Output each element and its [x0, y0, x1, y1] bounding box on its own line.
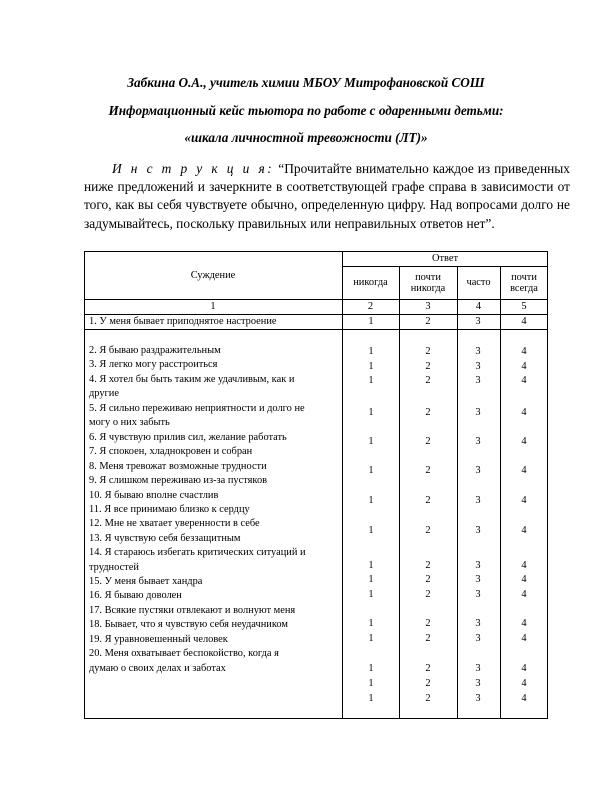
column-divider	[399, 266, 400, 719]
statement-text: 1. У меня бывает приподнятое настроение	[89, 316, 277, 327]
answer-option-value[interactable]: 1	[368, 560, 374, 571]
answer-option-value[interactable]: 4	[521, 346, 527, 357]
answer-option-value[interactable]: 1	[368, 346, 374, 357]
answer-option-value[interactable]: 4	[521, 525, 527, 536]
author-line: Забкина О.А., учитель химии МБОУ Митрофановской СОШ	[127, 75, 485, 90]
answer-option-value[interactable]: 4	[521, 560, 527, 571]
answer-option-value[interactable]: 2	[425, 361, 431, 372]
answer-option-value[interactable]: 4	[521, 407, 527, 418]
answer-option-value[interactable]: 4	[521, 495, 527, 506]
answer-option-value[interactable]: 1	[368, 574, 374, 585]
answer-option-value[interactable]: 2	[425, 618, 431, 629]
statement-text: 16. Я бываю доволен	[89, 590, 182, 601]
statement-text: 17. Всякие пустяки отвлекают и волнуют меня	[89, 605, 296, 616]
answer-option-value[interactable]: 2	[425, 465, 431, 476]
answer-option-value[interactable]: 3	[475, 346, 481, 357]
statement-text: думаю о своих делах и заботах	[89, 663, 226, 674]
statement-column-header: Суждение	[190, 269, 236, 281]
answer-option-value[interactable]: 3	[475, 436, 481, 447]
answer-option-value[interactable]: 1	[368, 407, 374, 418]
statement-text: 3. Я легко могу расстроиться	[89, 359, 218, 370]
answer-option-value[interactable]: 3	[475, 407, 481, 418]
column-number: 4	[475, 301, 482, 312]
answer-option-value[interactable]: 4	[521, 316, 527, 327]
instruction-text: “Прочитайте внимательно каждое из приведенных ниже предложений и зачеркните в соответствующей графе справа в зависимости от того, как вы себя чувствуете обычно, определенную цифру. Над вопросами долго не задумывайтесь, поскольку правильных или неправильных ответов нет”.	[84, 161, 570, 231]
statement-text: 5. Я сильно переживаю неприятности и долго не	[89, 403, 305, 414]
column-divider	[500, 266, 501, 719]
statement-text: трудностей	[89, 562, 139, 573]
statement-text: 13. Я чувствую себя беззащитным	[89, 533, 241, 544]
statement-text: 6. Я чувствую прилив сил, желание работать	[89, 432, 287, 443]
answer-option-value[interactable]: 2	[425, 346, 431, 357]
statement-text: 18. Бывает, что я чувствую себя неудачником	[89, 619, 288, 630]
answer-option-value[interactable]: 4	[521, 375, 527, 386]
answer-option-value[interactable]: 1	[368, 361, 374, 372]
column-number: 3	[425, 301, 431, 312]
answer-option-value[interactable]: 1	[368, 495, 374, 506]
statement-text: 8. Меня тревожат возможные трудности	[89, 461, 267, 472]
column-divider	[342, 251, 343, 719]
answer-option-value[interactable]: 1	[368, 375, 374, 386]
statement-text: 20. Меня охватывает беспокойство, когда я	[89, 648, 279, 659]
answer-option-value[interactable]: 3	[475, 525, 481, 536]
answer-option-value[interactable]: 2	[425, 560, 431, 571]
answer-option-header: часто	[466, 277, 491, 288]
statement-text: 19. Я уравновешенный человек	[89, 634, 228, 645]
answer-option-value[interactable]: 4	[521, 436, 527, 447]
answer-option-value[interactable]: 1	[368, 316, 374, 327]
instruction-paragraph	[84, 160, 570, 233]
statement-text: другие	[89, 388, 119, 399]
answer-option-value[interactable]: 2	[425, 316, 431, 327]
answer-option-value[interactable]: 3	[475, 495, 481, 506]
answer-option-value[interactable]: 3	[475, 316, 481, 327]
answer-column-header: Ответ	[431, 253, 459, 264]
answer-option-value[interactable]: 2	[425, 574, 431, 585]
statement-text: 10. Я бываю вполне счастлив	[89, 490, 219, 501]
answer-option-header: почти никогда	[410, 271, 446, 294]
answer-option-value[interactable]: 4	[521, 618, 527, 629]
answer-option-value[interactable]: 3	[475, 465, 481, 476]
statement-text: 15. У меня бывает хандра	[89, 576, 203, 587]
answer-option-value[interactable]: 4	[521, 633, 527, 644]
answer-option-value[interactable]: 1	[368, 525, 374, 536]
answer-option-value[interactable]: 1	[368, 589, 374, 600]
statement-text: 7. Я спокоен, хладнокровен и собран	[89, 446, 253, 457]
answer-option-value[interactable]: 3	[475, 633, 481, 644]
answer-option-value[interactable]: 3	[475, 678, 481, 689]
answer-option-value[interactable]: 3	[475, 574, 481, 585]
answer-option-header: никогда	[353, 277, 388, 288]
answer-option-value[interactable]: 1	[368, 618, 374, 629]
answer-option-value[interactable]: 2	[425, 589, 431, 600]
answer-option-value[interactable]: 2	[425, 375, 431, 386]
answer-option-value[interactable]: 3	[475, 618, 481, 629]
answer-option-value[interactable]: 3	[475, 693, 481, 704]
statement-text: могу о них забыть	[89, 417, 170, 428]
answer-option-header: почти всегда	[510, 271, 538, 294]
answer-option-value[interactable]: 2	[425, 678, 431, 689]
answer-option-value[interactable]: 2	[425, 693, 431, 704]
statement-text: 12. Мне не хватает уверенности в себе	[89, 518, 260, 529]
answer-option-value[interactable]: 4	[521, 465, 527, 476]
column-number: 2	[367, 301, 374, 312]
answer-option-value[interactable]: 4	[521, 574, 527, 585]
answer-option-value[interactable]: 4	[521, 693, 527, 704]
statement-text: 9. Я слишком переживаю из-за пустяков	[89, 475, 268, 486]
answer-option-value[interactable]: 3	[475, 560, 481, 571]
answer-option-value[interactable]: 4	[521, 361, 527, 372]
statement-text: 11. Я все принимаю близко к сердцу	[89, 504, 250, 515]
answer-option-value[interactable]: 2	[425, 495, 431, 506]
answer-option-value[interactable]: 3	[475, 375, 481, 386]
scale-title: «шкала личностной тревожности (ЛТ)»	[184, 130, 428, 145]
answer-option-value[interactable]: 3	[475, 589, 481, 600]
answer-option-value[interactable]: 1	[368, 633, 374, 644]
statement-text: 2. Я бываю раздражительным	[89, 345, 221, 356]
answer-option-value[interactable]: 4	[521, 678, 527, 689]
instruction-keyword: И н с т р у к ц и я:	[112, 161, 275, 176]
answer-option-value[interactable]: 3	[475, 663, 481, 674]
column-divider	[457, 266, 458, 719]
answer-option-value[interactable]: 2	[425, 407, 431, 418]
statement-text: 4. Я хотел бы быть таким же удачливым, как и	[89, 374, 295, 385]
answer-option-value[interactable]: 1	[368, 693, 374, 704]
answer-option-value[interactable]: 2	[425, 525, 431, 536]
case-title: Информационный кейс тьютора по работе с одаренными детьми:	[108, 103, 504, 118]
answer-option-value[interactable]: 1	[368, 678, 374, 689]
answer-option-value[interactable]: 3	[475, 361, 481, 372]
answer-option-value[interactable]: 1	[368, 663, 374, 674]
column-number: 5	[521, 301, 527, 312]
answer-option-value[interactable]: 4	[521, 589, 527, 600]
answer-option-value[interactable]: 2	[425, 663, 431, 674]
answer-option-value[interactable]: 1	[368, 436, 374, 447]
column-number: 1	[210, 301, 216, 312]
answer-option-value[interactable]: 2	[425, 633, 431, 644]
answer-option-value[interactable]: 1	[368, 465, 374, 476]
answer-option-value[interactable]: 4	[521, 663, 527, 674]
answer-option-value[interactable]: 2	[425, 436, 431, 447]
statement-text: 14. Я стараюсь избегать критических ситуаций и	[89, 547, 306, 558]
